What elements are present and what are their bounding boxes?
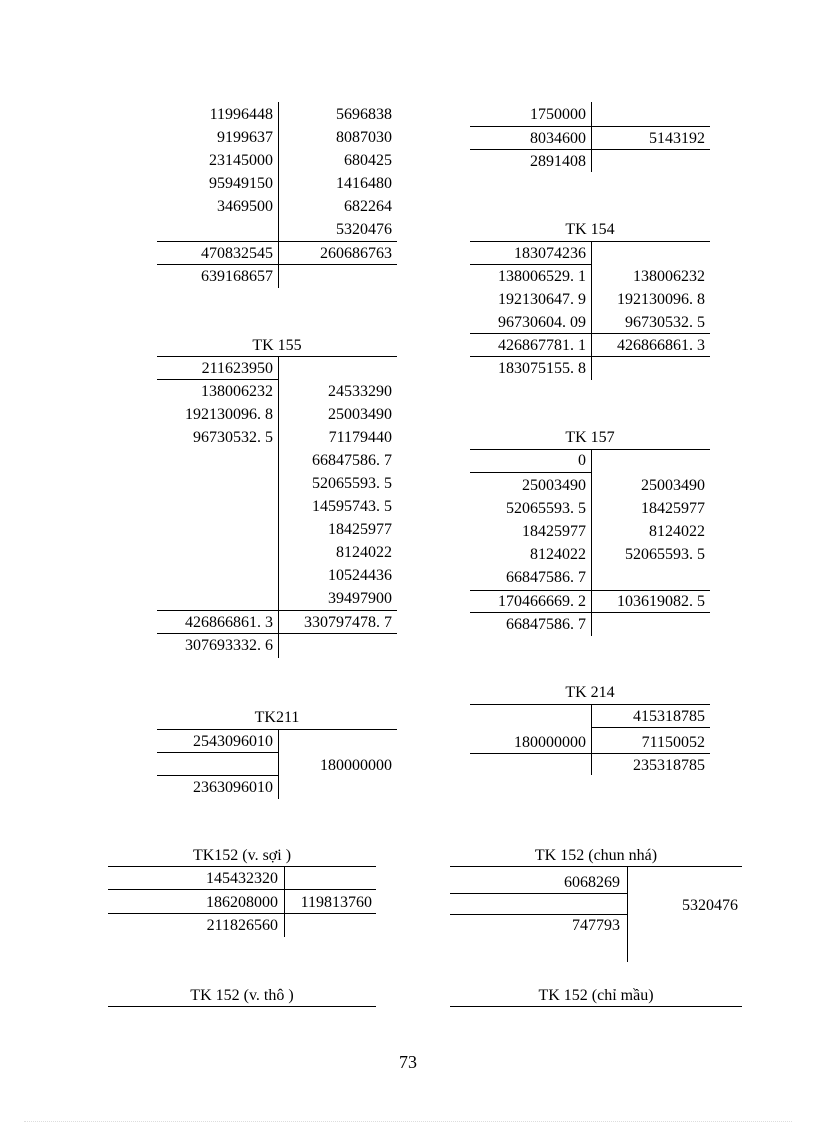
credit-entry: 71179440 xyxy=(328,429,392,446)
total-line xyxy=(157,264,397,265)
account-title: TK 154 xyxy=(565,221,615,238)
debit-total: 170466669. 2 xyxy=(498,593,586,610)
credit-entry: 192130096. 8 xyxy=(617,291,705,308)
debit-entry: 192130647. 9 xyxy=(498,291,586,308)
credit-entry: 119813760 xyxy=(300,894,372,911)
debit-total: 426867781. 1 xyxy=(498,337,586,354)
closing-balance: 2891408 xyxy=(530,153,586,170)
credit-total: 330797478. 7 xyxy=(304,614,392,631)
credit-entry: 39497900 xyxy=(328,590,392,607)
opening-line xyxy=(470,264,592,265)
credit-entry: 5320476 xyxy=(336,221,392,238)
closing-balance: 2363096010 xyxy=(193,779,273,796)
account-title: TK 157 xyxy=(565,429,615,446)
opening-balance: 415318785 xyxy=(633,708,705,725)
t-account-divider xyxy=(278,102,279,288)
debit-entry: 66847586. 7 xyxy=(506,569,586,586)
credit-entry: 682264 xyxy=(344,198,392,215)
header-line xyxy=(470,241,710,242)
t-account-divider xyxy=(278,357,279,658)
account-title: TK 152 (v. thô ) xyxy=(190,987,294,1004)
credit-entry: 25003490 xyxy=(328,406,392,423)
total-line xyxy=(470,356,710,357)
total-line xyxy=(470,149,710,150)
debit-total: 8034600 xyxy=(530,130,586,147)
credit-entry: 10524436 xyxy=(328,567,392,584)
debit-entry: 11996448 xyxy=(209,106,273,123)
page-bottom-edge xyxy=(24,1121,792,1122)
debit-entry: 25003490 xyxy=(522,477,586,494)
credit-entry: 18425977 xyxy=(328,521,392,538)
header-line xyxy=(108,1006,376,1007)
debit-entry: 3469500 xyxy=(217,198,273,215)
opening-balance: 6068269 xyxy=(564,874,620,891)
opening-line xyxy=(470,472,592,473)
page-number: 73 xyxy=(399,1052,417,1072)
t-account-divider xyxy=(278,730,279,799)
credit-entry: 66847586. 7 xyxy=(312,452,392,469)
t-account-divider xyxy=(591,450,592,636)
closing-balance: 235318785 xyxy=(633,757,705,774)
closing-balance: 747793 xyxy=(572,917,620,934)
opening-balance: 211623950 xyxy=(201,360,273,377)
account-title: TK 152 (chỉ mầu) xyxy=(538,987,654,1004)
credit-entry: 8124022 xyxy=(649,523,705,540)
account-title: TK 155 xyxy=(252,337,302,354)
credit-entry: 14595743. 5 xyxy=(312,498,392,515)
closing-balance: 66847586. 7 xyxy=(506,616,586,633)
credit-total: 5143192 xyxy=(649,130,705,147)
credit-entry: 24533290 xyxy=(328,383,392,400)
t-account-divider xyxy=(591,242,592,380)
credit-entry: 180000000 xyxy=(320,757,392,774)
account-title: TK211 xyxy=(254,709,300,726)
header-line xyxy=(108,866,376,867)
total-line xyxy=(470,753,710,754)
debit-total: 470832545 xyxy=(201,245,273,262)
closing-balance: 211826560 xyxy=(206,917,278,934)
debit-entry: 8124022 xyxy=(530,546,586,563)
account-title: TK 214 xyxy=(565,684,615,701)
opening-balance: 0 xyxy=(578,452,586,469)
debit-entry: 96730532. 5 xyxy=(193,429,273,446)
header-line xyxy=(157,356,397,357)
debit-entry: 186208000 xyxy=(206,894,278,911)
account-title: TK152 (v. sợi ) xyxy=(192,847,292,864)
debit-entry: 9199637 xyxy=(217,129,273,146)
opening-balance: 145432320 xyxy=(206,870,278,887)
debit-entry: 180000000 xyxy=(514,734,586,751)
account-title: TK 152 (chun nhá) xyxy=(534,847,658,864)
credit-total: 260686763 xyxy=(320,245,392,262)
opening-balance: 1750000 xyxy=(530,106,586,123)
opening-line xyxy=(108,889,376,890)
header-line xyxy=(157,729,397,730)
t-account-divider xyxy=(591,102,592,172)
header-line xyxy=(450,1006,742,1007)
credit-entry: 1416480 xyxy=(336,175,392,192)
closing-balance: 639168657 xyxy=(201,268,273,285)
opening-line xyxy=(592,727,710,728)
total-line xyxy=(470,333,710,334)
t-account-divider xyxy=(284,867,285,937)
credit-entry: 5320476 xyxy=(682,897,738,914)
header-line xyxy=(470,704,710,705)
credit-entry: 5696838 xyxy=(336,106,392,123)
debit-entry: 52065593. 5 xyxy=(506,500,586,517)
closing-balance: 307693332. 6 xyxy=(185,637,273,654)
debit-entry: 96730604. 09 xyxy=(498,314,586,331)
closing-balance: 183075155. 8 xyxy=(498,360,586,377)
debit-total: 426866861. 3 xyxy=(185,614,273,631)
credit-entry: 52065593. 5 xyxy=(312,475,392,492)
t-account-divider xyxy=(591,705,592,775)
total-line xyxy=(470,126,710,127)
debit-entry: 95949150 xyxy=(209,175,273,192)
credit-entry: 96730532. 5 xyxy=(625,314,705,331)
credit-entry: 52065593. 5 xyxy=(625,546,705,563)
credit-entry: 138006232 xyxy=(633,268,705,285)
credit-entry: 680425 xyxy=(344,152,392,169)
total-line xyxy=(108,913,376,914)
credit-total: 103619082. 5 xyxy=(617,593,705,610)
credit-entry: 8124022 xyxy=(336,544,392,561)
debit-entry: 138006529. 1 xyxy=(498,268,586,285)
total-line xyxy=(157,241,397,242)
debit-entry: 18425977 xyxy=(522,523,586,540)
total-line xyxy=(450,914,627,915)
opening-line xyxy=(450,893,627,894)
debit-entry: 192130096. 8 xyxy=(185,406,273,423)
total-line xyxy=(157,775,279,776)
opening-line xyxy=(157,752,279,753)
header-line xyxy=(450,866,742,867)
opening-line xyxy=(157,379,279,380)
total-line xyxy=(470,590,710,591)
credit-entry: 71150052 xyxy=(641,734,705,751)
credit-entry: 25003490 xyxy=(641,477,705,494)
credit-entry: 8087030 xyxy=(336,129,392,146)
credit-entry: 18425977 xyxy=(641,500,705,517)
opening-balance: 2543096010 xyxy=(193,733,273,750)
total-line xyxy=(470,612,710,613)
debit-entry: 23145000 xyxy=(209,152,273,169)
t-account-divider xyxy=(627,867,628,962)
header-line xyxy=(470,449,710,450)
debit-entry: 138006232 xyxy=(201,383,273,400)
credit-total: 426866861. 3 xyxy=(617,337,705,354)
opening-balance: 183074236 xyxy=(514,245,586,262)
total-line xyxy=(157,633,397,634)
total-line xyxy=(157,610,397,611)
